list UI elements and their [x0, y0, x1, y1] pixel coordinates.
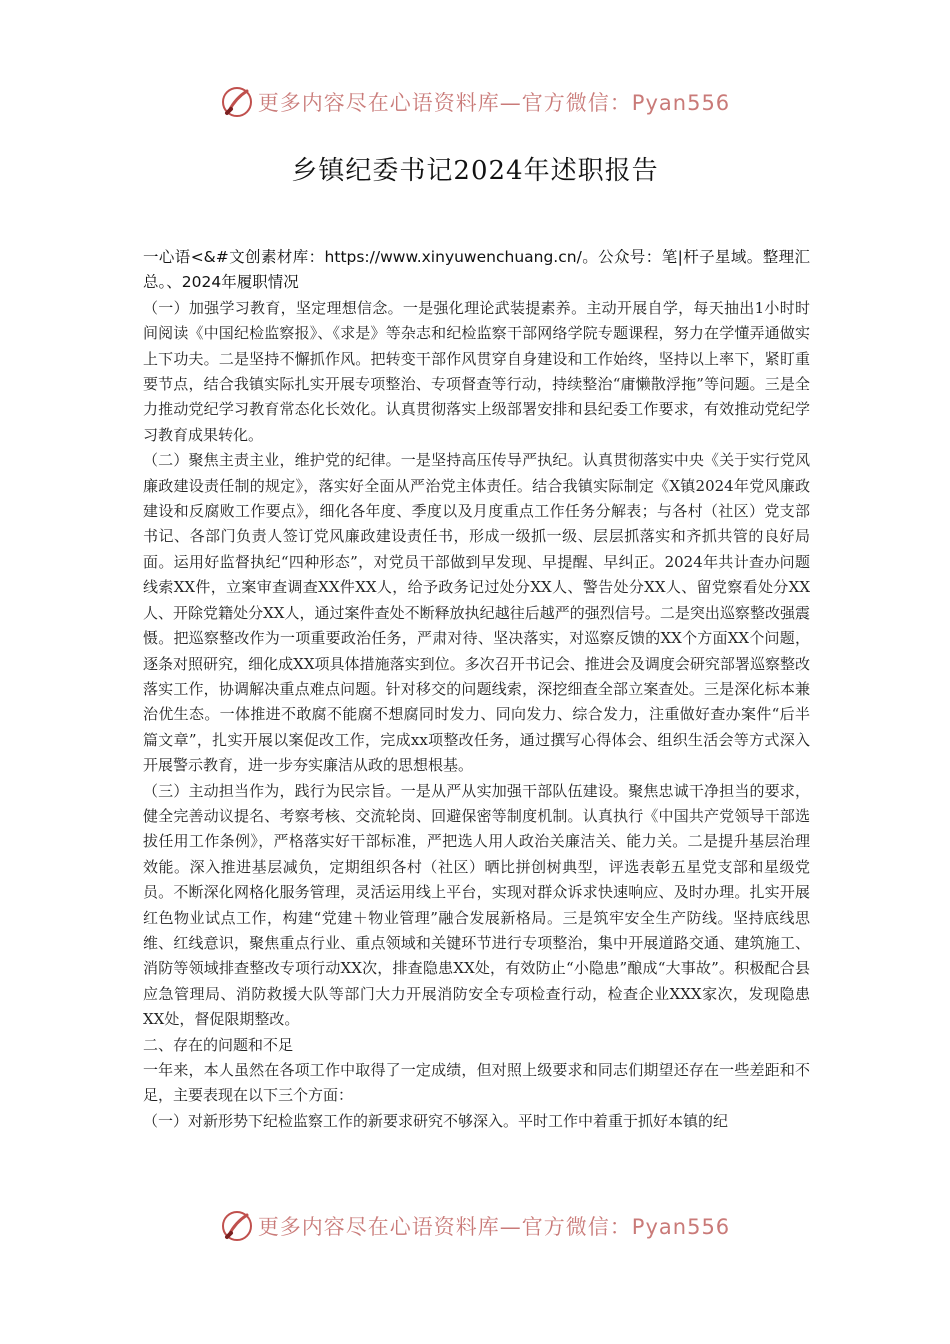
brush-logo-icon [220, 1209, 254, 1243]
intro-line: 一心语<&#文创素材库：https://www.xinyuwenchuang.cn/。公众号：笔|杆子星域。整理汇总。、2024年履职情况 [143, 248, 810, 292]
document-body [143, 245, 810, 1134]
watermark-text: 更多内容尽在心语资料库—官方微信：Pyan556 [257, 91, 731, 115]
watermark-banner-top [0, 82, 950, 122]
section-heading: 二、存在的问题和不足 [143, 1035, 294, 1054]
watermark-text: 更多内容尽在心语资料库—官方微信：Pyan556 [257, 1215, 731, 1239]
watermark-banner-bottom [0, 1206, 950, 1246]
paragraph: （一）加强学习教育，坚定理想信念。一是强化理论武装提素养。主动开展自学，每天抽出1小时时间阅读《中国纪检监察报》、《求是》等杂志和纪检监察干部网络学院专题课程，努力在学懂弄通做实上下功夫。二是坚持不懈抓作风。把转变干部作风贯穿自身建设和工作始终，坚持以上率下，紧盯重要节点，结合我镇实际扎实开展专项整治、专项督查等行动，持续整治“庸懒散浮拖”等问题。三是全力推动党纪学习教育常态化长效化。认真贯彻落实上级部署安排和县纪委工作要求，有效推动党纪学习教育成果转化。 [143, 298, 810, 444]
paragraph: 一年来，本人虽然在各项工作中取得了一定成绩，但对照上级要求和同志们期望还存在一些差距和不足，主要表现在以下三个方面： [143, 1061, 810, 1105]
brush-logo-icon [220, 85, 254, 119]
paragraph: （三）主动担当作为，践行为民宗旨。一是从严从实加强干部队伍建设。聚焦忠诚干净担当的要求，健全完善动议提名、考察考核、交流轮岗、回避保密等制度机制。认真执行《中国共产党领导干部选拔任用工作条例》，严格落实好干部标准，严把选人用人政治关廉洁关、能力关。二是提升基层治理效能。深入推进基层减负，定期组织各村（社区）晒比拼创树典型，评选表彰五星党支部和星级党员。不断深化网格化服务管理，灵活运用线上平台，实现对群众诉求快速响应、及时办理。扎实开展红色物业试点工作，构建“党建＋物业管理”融合发展新格局。三是筑牢安全生产防线。坚持底线思维、红线意识，聚焦重点行业、重点领域和关键环节进行专项整治，集中开展道路交通、建筑施工、消防等领域排查整改专项行动XX次，排查隐患XX处，有效防止“小隐患”酿成“大事故”。积极配合县应急管理局、消防救援大队等部门大力开展消防安全专项检查行动，检查企业XXX家次，发现隐患XX处，督促限期整改。 [143, 781, 810, 1029]
paragraph: （二）聚焦主责主业，维护党的纪律。一是坚持高压传导严执纪。认真贯彻落实中央《关于实行党风廉政建设责任制的规定》，落实好全面从严治党主体责任。结合我镇实际制定《X镇2024年党风廉政建设和反腐败工作要点》，细化各年度、季度以及月度重点工作任务分解表；与各村（社区）党支部书记、各部门负责人签订党风廉政建设责任书，形成一级抓一级、层层抓落实和齐抓共管的良好局面。运用好监督执纪“四种形态”，对党员干部做到早发现、早提醒、早纠正。2024年共计查办问题线索XX件，立案审查调查XX件XX人，给予政务记过处分XX人、警告处分XX人、留党察看处分XX人、开除党籍处分XX人，通过案件查处不断释放执纪越往后越严的强烈信号。二是突出巡察整改强震慑。把巡察整改作为一项重要政治任务，严肃对待、坚决落实，对巡察反馈的XX个方面XX个问题，逐条对照研究，细化成XX项具体措施落实到位。多次召开书记会、推进会及调度会研究部署巡察整改落实工作，协调解决重点难点问题。针对移交的问题线索，深挖细查全部立案查处。三是深化标本兼治优生态。一体推进不敢腐不能腐不想腐同时发力、同向发力、综合发力，注重做好查办案件“后半篇文章”，扎实开展以案促改工作，完成xx项整改任务，通过撰写心得体会、组织生活会等方式深入开展警示教育，进一步夯实廉洁从政的思想根基。 [143, 451, 810, 775]
paragraph: （一）对新形势下纪检监察工作的新要求研究不够深入。平时工作中着重于抓好本镇的纪 [143, 1111, 729, 1130]
document-title: 乡镇纪委书记2024年述职报告 [291, 156, 659, 186]
